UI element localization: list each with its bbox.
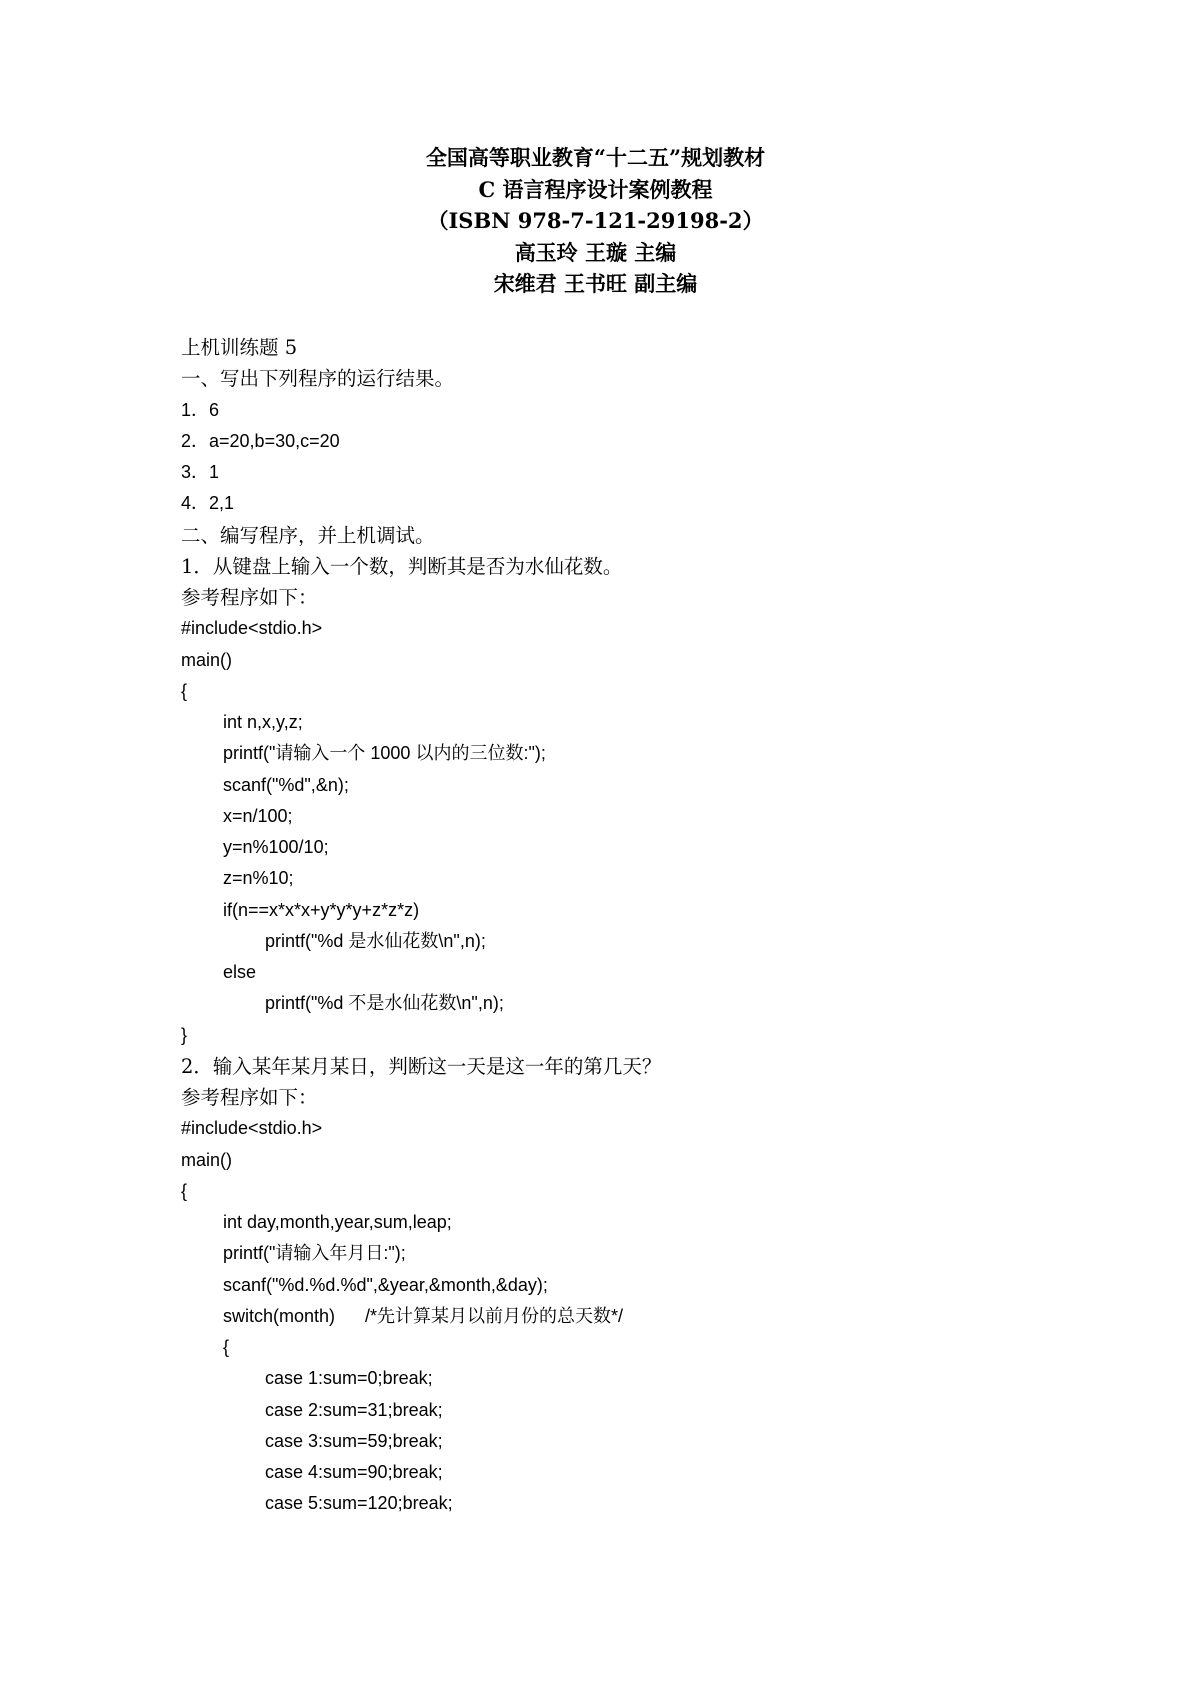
code-line: int n,x,y,z;: [223, 712, 303, 732]
code-line: printf("请输入年月日:");: [223, 1243, 406, 1264]
code-line: main(): [181, 1149, 233, 1170]
code-line: case 1:sum=0;break;: [265, 1368, 433, 1389]
code-line: }: [181, 1024, 188, 1045]
code-line: else: [223, 962, 257, 982]
code-line: scanf("%d",&n);: [223, 774, 349, 795]
code-line: case 2:sum=31;break;: [265, 1399, 443, 1420]
task-2-reference-label: 参考程序如下：: [181, 1086, 318, 1109]
book-header: [0, 142, 1191, 300]
code-line: scanf("%d.%d.%d",&year,&month,&day);: [223, 1274, 548, 1295]
answer-4: 4．2,1: [181, 493, 235, 514]
associate-editors: 宋维君 王书旺 副主编: [493, 271, 698, 296]
exercise-title: 上机训练题 5: [181, 336, 298, 359]
task-2-title: 2．输入某年某月某日，判断这一天是这一年的第几天？: [181, 1054, 662, 1078]
code-line: int day,month,year,sum,leap;: [223, 1212, 452, 1232]
chief-editors: 高玉玲 王璇 主编: [514, 239, 677, 265]
code-line: #include<stdio.h>: [181, 618, 323, 639]
code-line: printf("%d 是水仙花数\n",n);: [265, 930, 486, 951]
answer-2: 2．a=20,b=30,c=20: [181, 430, 340, 451]
code-line: case 4:sum=90;break;: [265, 1462, 443, 1482]
code-line: [181, 1301, 1141, 1332]
answer-1: 1．6: [181, 399, 220, 420]
code-line: printf("请输入一个 1000 以内的三位数:");: [223, 743, 546, 764]
code-line: #include<stdio.h>: [181, 1118, 323, 1139]
isbn: （ISBN 978-7-121-29198-2）: [427, 208, 764, 233]
section-2-title: 二、编写程序，并上机调试。: [181, 523, 435, 547]
code-line: case 3:sum=59;break;: [265, 1430, 443, 1451]
task-1-title: 1．从键盘上输入一个数，判断其是否为水仙花数。: [181, 554, 623, 578]
code-line: z=n%10;: [223, 868, 294, 889]
code-line: x=n/100;: [223, 805, 293, 826]
answer-3: 3．1: [181, 462, 220, 482]
code-line: {: [181, 1180, 188, 1201]
code-line: {: [223, 1337, 230, 1357]
code-line: printf("%d 不是水仙花数\n",n);: [265, 993, 504, 1014]
code-line: main(): [181, 649, 233, 670]
code-switch: switch(month): [223, 1305, 336, 1326]
code-line: y=n%100/10;: [223, 837, 329, 857]
book-title: C 语言程序设计案例教程: [478, 176, 713, 202]
code-line: if(n==x*x*x+y*y*y+z*z*z): [223, 899, 420, 920]
code-line: {: [181, 680, 188, 701]
code-comment: /*先计算某月以前月份的总天数*/: [365, 1305, 624, 1326]
task-1-reference-label: 参考程序如下：: [181, 586, 318, 609]
section-1-title: 一、写出下列程序的运行结果。: [181, 367, 455, 391]
document-body: [181, 332, 1141, 1520]
code-line: case 5:sum=120;break;: [265, 1493, 453, 1514]
series-title: 全国高等职业教育“十二五”规划教材: [425, 145, 766, 170]
